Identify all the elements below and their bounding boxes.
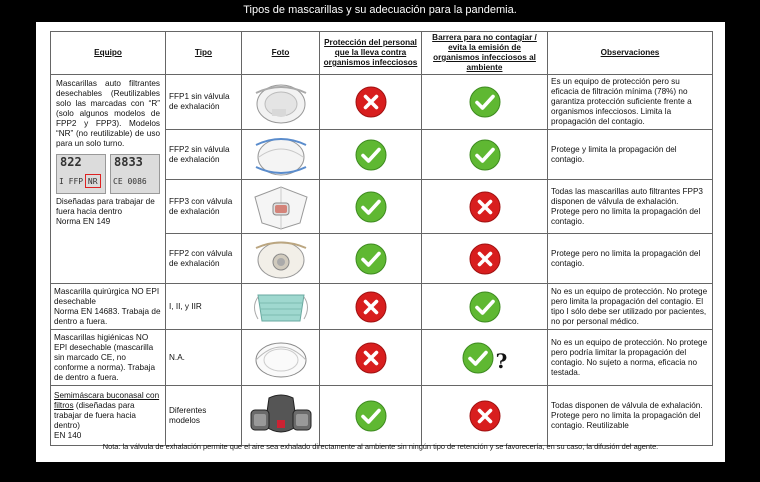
photo-cell: [242, 284, 320, 330]
photo-cell: [242, 180, 320, 234]
barrera-cell: [422, 284, 548, 330]
cross-icon: [469, 400, 501, 432]
observaciones-cell: No es un equipo de protección. No protege pero podría limitar la propagación del contagio. No sujeto a norma, eficacia no testada.: [548, 330, 713, 386]
barrera-cell: [422, 180, 548, 234]
ffp2-valve-mask-image: [250, 237, 312, 281]
autofiltrantes-description: Mascarillas auto filtrantes desechables (Reutilizables solo las marcadas con “R” (solo algunos modelos de FPP2 y FPP3). Modelos “NR” (no reutilizable) de uso para un solo turno.: [56, 79, 160, 148]
mask-comparison-table: [50, 31, 713, 446]
proteccion-cell: [320, 180, 422, 234]
header-observaciones: Observaciones: [548, 32, 713, 75]
footnote: Nota: la válvula de exhalación permite que el aire sea exhalado directamente al ambiente sin ningún tipo de retención y se favorecería, en su caso, la difusión del agente.: [102, 442, 659, 451]
cross-icon: [469, 243, 501, 275]
hygienic-mask-image: [250, 336, 312, 380]
surgical-mask-image: [250, 287, 312, 327]
tipo-cell: Diferentes modelos: [166, 386, 242, 446]
autofiltrantes-design: Diseñadas para trabajar de fuera hacia dentro: [56, 197, 155, 216]
tipo-cell: FFP2 con válvula de exhalación: [166, 234, 242, 284]
ffp2-mask-image: [250, 133, 312, 177]
table-header-row: [51, 32, 713, 75]
page-title: Tipos de mascarillas y su adecuación para la pandemia.: [243, 4, 517, 16]
mask-label-photo: 822 I FFP NR: [56, 154, 106, 194]
barrera-cell: [422, 386, 548, 446]
proteccion-cell: [320, 284, 422, 330]
barrera-cell: [422, 75, 548, 130]
tipo-cell: FFP1 sin válvula de exhalación: [166, 75, 242, 130]
check-icon: [462, 342, 494, 374]
autofiltrantes-norma: Norma EN 149: [56, 217, 111, 226]
header-barrera: Barrera para no contagiar / evita la emisión de organismos infecciosos al ambiente: [422, 32, 548, 75]
photo-cell: [242, 75, 320, 130]
table-row: [51, 75, 713, 130]
proteccion-cell: [320, 75, 422, 130]
equipo-autofiltrantes: [51, 75, 166, 284]
equipo-quirurgica: Mascarilla quirúrgica NO EPI desechable Norma EN 14683. Trabaja de dentro a fuera.: [51, 284, 166, 330]
barrera-cell: [422, 234, 548, 284]
tipo-cell: FFP2 sin válvula de exhalación: [166, 130, 242, 180]
ffp3-mask-image: [250, 183, 312, 231]
observaciones-cell: Protege pero no limita la propagación del contagio.: [548, 234, 713, 284]
check-icon: [355, 139, 387, 171]
tipo-cell: N.A.: [166, 330, 242, 386]
table-row: [51, 330, 713, 386]
barrera-cell: [422, 130, 548, 180]
photo-cell: [242, 330, 320, 386]
barrera-cell: [422, 330, 548, 386]
check-icon: [469, 86, 501, 118]
check-icon: [355, 191, 387, 223]
header-foto: Foto: [242, 32, 320, 75]
proteccion-cell: [320, 234, 422, 284]
header-tipo: Tipo: [166, 32, 242, 75]
equipo-semimascara: Semimáscara buconasal con filtros (diseñadas para trabajar de fuera hacia dentro) EN 140: [51, 386, 166, 446]
proteccion-cell: [320, 130, 422, 180]
observaciones-cell: Todas disponen de válvula de exhalación. Protege pero no limita la propagación del contagio. Reutilizable: [548, 386, 713, 446]
observaciones-cell: No es un equipo de protección. No protege pero limita la propagación del contagio. El tipo I sólo debe ser utilizado por pacientes, no por personal médico.: [548, 284, 713, 330]
cross-icon: [355, 291, 387, 323]
document-sheet: [36, 22, 725, 462]
header-equipo: Equipo: [51, 32, 166, 75]
table-row: [51, 284, 713, 330]
cross-icon: [469, 191, 501, 223]
check-icon: [469, 291, 501, 323]
photo-cell: [242, 234, 320, 284]
mask-label-photo: 8833 CE 0086: [110, 154, 160, 194]
mask-label-photos: [56, 154, 160, 194]
observaciones-cell: Todas las mascarillas auto filtrantes FPP3 disponen de válvula de exhalación. Protege pero no limita la propagación del contagio.: [548, 180, 713, 234]
check-icon: [355, 400, 387, 432]
check-icon: [469, 139, 501, 171]
table-row: [51, 386, 713, 446]
tipo-cell: I, II, y IIR: [166, 284, 242, 330]
question-mark: ?: [495, 348, 508, 373]
half-mask-respirator-image: [249, 392, 313, 440]
check-icon: [355, 243, 387, 275]
ffp1-mask-image: [250, 79, 312, 125]
observaciones-cell: Protege y limita la propagación del contagio.: [548, 130, 713, 180]
photo-cell: [242, 386, 320, 446]
proteccion-cell: [320, 330, 422, 386]
photo-cell: [242, 130, 320, 180]
cross-icon: [355, 86, 387, 118]
proteccion-cell: [320, 386, 422, 446]
tipo-cell: FFP3 con válvula de exhalación: [166, 180, 242, 234]
observaciones-cell: Es un equipo de protección pero su eficacia de filtración mínima (78%) no garantiza protección suficiente frente a organismos infecciosos. Limita la propagación del contagio.: [548, 75, 713, 130]
header-proteccion: Protección del personal que la lleva contra organismos infecciosos: [320, 32, 422, 75]
cross-icon: [355, 342, 387, 374]
equipo-higienica: Mascarillas higiénicas NO EPI desechable (mascarilla sin marcado CE, no conforme a norma). Trabaja de dentro a fuera.: [51, 330, 166, 386]
